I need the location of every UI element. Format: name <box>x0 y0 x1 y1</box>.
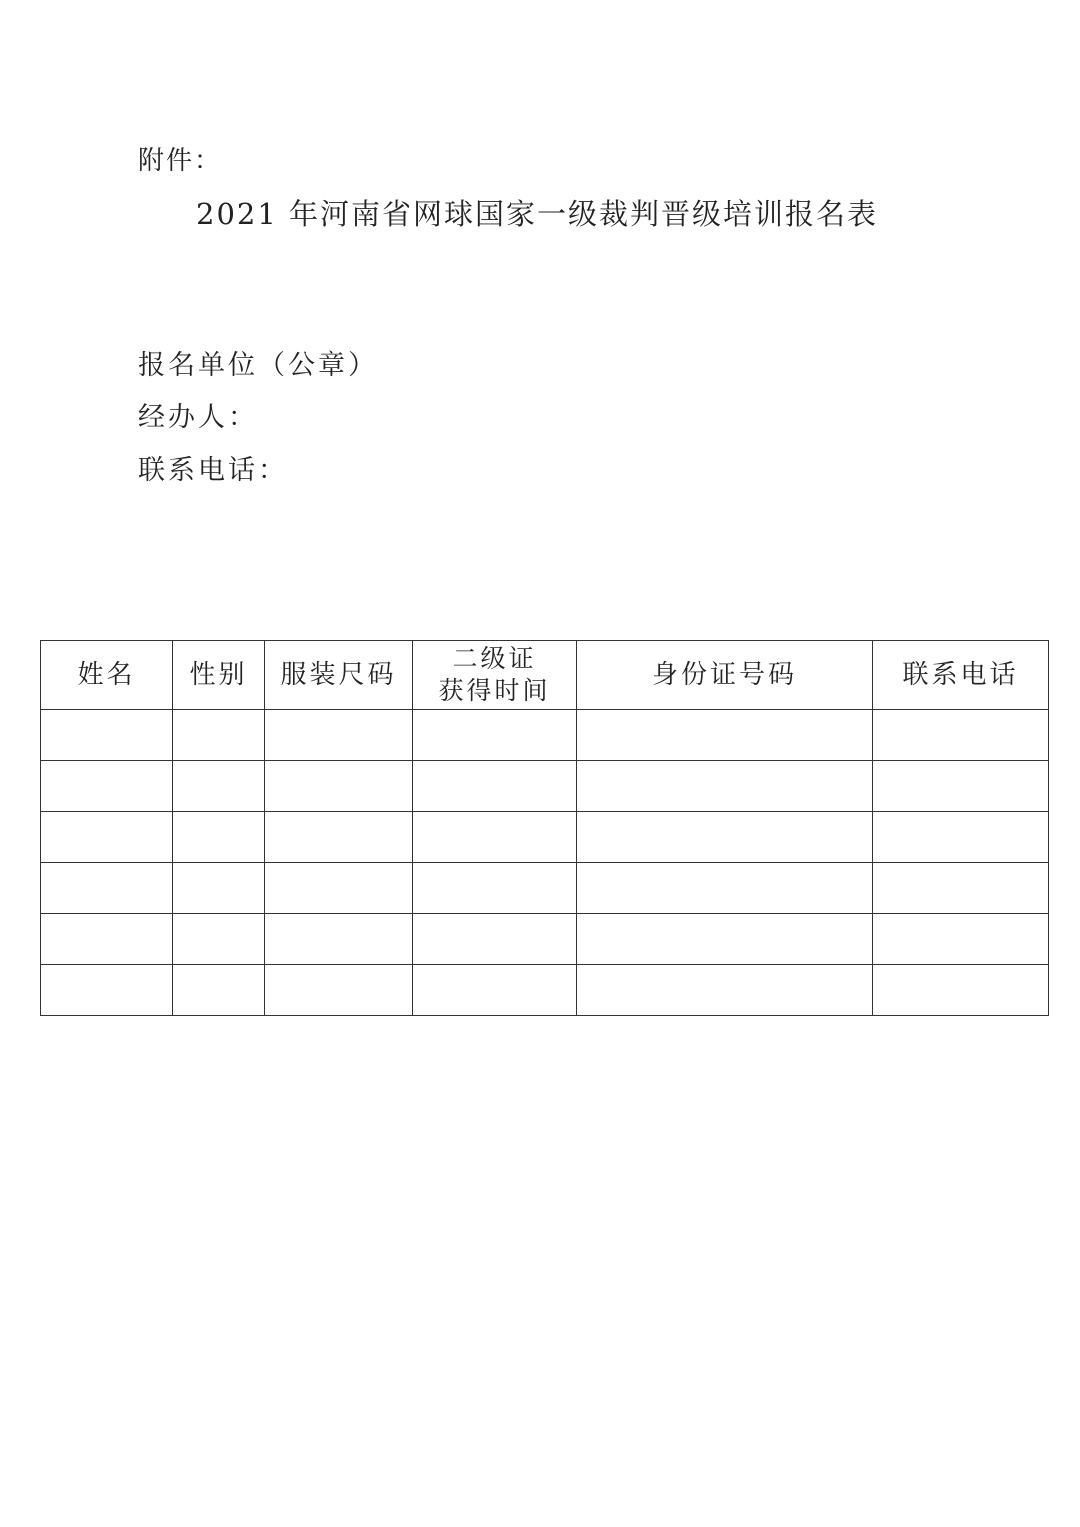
table-row <box>41 863 1049 914</box>
header-cert-time-line1: 二级证 <box>452 644 537 673</box>
table-cell-size <box>265 965 413 1016</box>
table-cell-contact <box>873 863 1049 914</box>
table-cell-name <box>41 863 173 914</box>
table-cell-id-number <box>577 914 873 965</box>
table-cell-name <box>41 812 173 863</box>
table-cell-size <box>265 863 413 914</box>
table-row <box>41 965 1049 1016</box>
table-cell-contact <box>873 914 1049 965</box>
table-cell-cert-time <box>413 812 577 863</box>
header-name: 姓名 <box>41 641 173 710</box>
table-row <box>41 761 1049 812</box>
header-contact-phone: 联系电话 <box>873 641 1049 710</box>
registration-table <box>40 640 1049 1016</box>
table-cell-cert-time <box>413 965 577 1016</box>
table-cell-name <box>41 965 173 1016</box>
table-cell-gender <box>173 710 265 761</box>
field-contact-phone: 联系电话： <box>138 455 288 486</box>
table-cell-contact <box>873 710 1049 761</box>
table-cell-contact <box>873 761 1049 812</box>
table-cell-id-number <box>577 863 873 914</box>
table-cell-cert-time <box>413 710 577 761</box>
table-cell-contact <box>873 965 1049 1016</box>
table-body <box>41 710 1049 1016</box>
table-cell-gender <box>173 761 265 812</box>
table-cell-gender <box>173 812 265 863</box>
table-cell-name <box>41 761 173 812</box>
table-row <box>41 812 1049 863</box>
header-cert-time-line2: 获得时间 <box>438 676 551 705</box>
header-clothing-size: 服装尺码 <box>265 641 413 710</box>
table-cell-contact <box>873 812 1049 863</box>
attachment-label: 附件： <box>138 146 223 176</box>
table-cell-size <box>265 761 413 812</box>
table-cell-size <box>265 812 413 863</box>
table-cell-name <box>41 710 173 761</box>
table-cell-name <box>41 914 173 965</box>
table-cell-cert-time <box>413 761 577 812</box>
header-cert-time <box>413 641 577 710</box>
table-header-row <box>41 641 1049 710</box>
table-cell-size <box>265 710 413 761</box>
table-row <box>41 710 1049 761</box>
header-gender: 性别 <box>173 641 265 710</box>
table-cell-gender <box>173 914 265 965</box>
field-registration-unit: 报名单位（公章） <box>138 350 378 381</box>
table-cell-id-number <box>577 812 873 863</box>
table-cell-gender <box>173 965 265 1016</box>
field-handler: 经办人： <box>138 402 258 433</box>
table-cell-cert-time <box>413 914 577 965</box>
table-cell-id-number <box>577 965 873 1016</box>
table-cell-id-number <box>577 710 873 761</box>
table-row <box>41 914 1049 965</box>
table-cell-cert-time <box>413 863 577 914</box>
header-id-number: 身份证号码 <box>577 641 873 710</box>
table-cell-gender <box>173 863 265 914</box>
document-title: 2021 年河南省网球国家一级裁判晋级培训报名表 <box>196 197 879 231</box>
table-cell-size <box>265 914 413 965</box>
table-cell-id-number <box>577 761 873 812</box>
